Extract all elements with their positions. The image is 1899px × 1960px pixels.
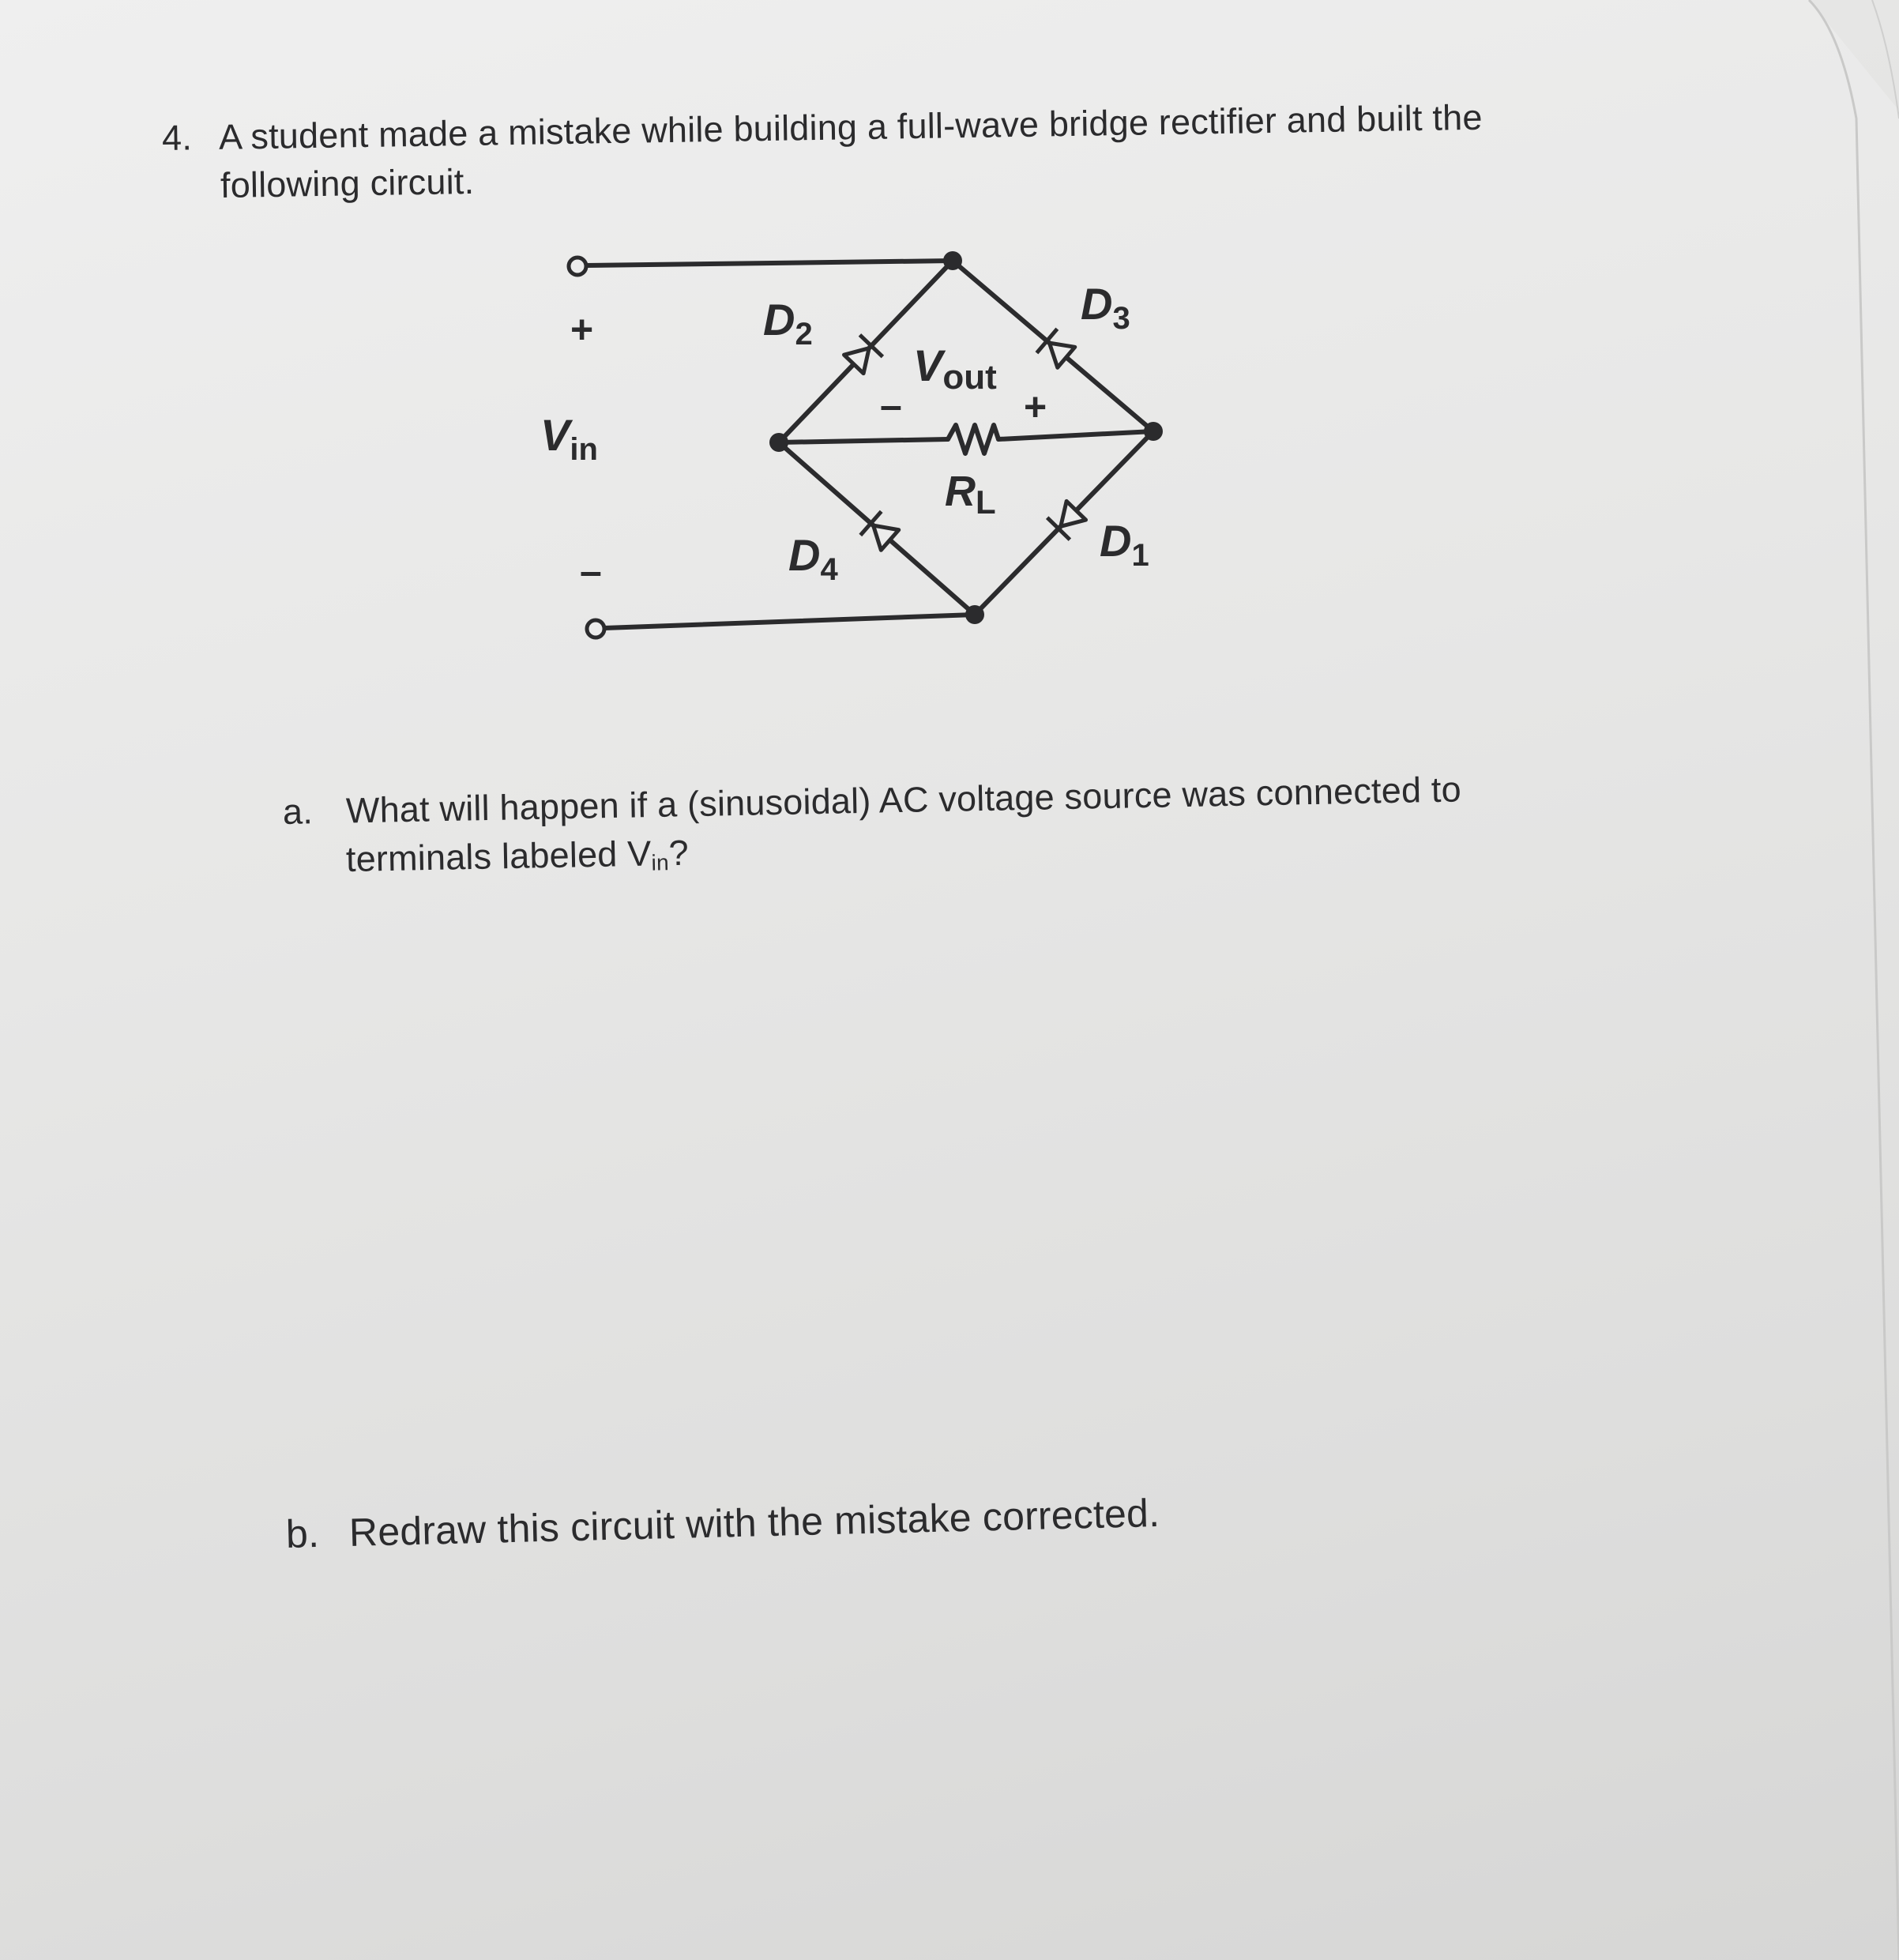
part-a-line-2 — [345, 832, 690, 880]
question-number: 4. — [161, 117, 193, 158]
node-bottom — [965, 605, 984, 624]
d1-label: $D_1$ — [1100, 516, 1149, 573]
d4-label: $D_4$ — [788, 530, 838, 587]
d3-label: $D_3$ — [1081, 279, 1130, 336]
vout-minus-sign: – — [880, 383, 902, 427]
vout-plus-sign: + — [1024, 385, 1047, 429]
vin-label: $V_{in}$ — [540, 410, 598, 467]
top-input-wire — [586, 261, 953, 265]
part-a-question-line-2: terminals labeled Vin? — [345, 832, 690, 879]
question-text-line-2: following circuit. — [220, 160, 475, 205]
question-text-line-1: A student made a mistake while building a full-wave bridge rectifier and built the — [218, 96, 1483, 157]
load-wire-right — [998, 431, 1153, 439]
d2-label: $D_2$ — [763, 295, 813, 352]
bottom-input-wire — [604, 615, 975, 628]
node-right — [1144, 422, 1163, 441]
part-b-letter: b. — [285, 1510, 320, 1556]
part-a-letter: a. — [282, 791, 314, 832]
part-a-question-line-1: What will happen if a (sinusoidal) AC voltage source was connected to — [345, 769, 1462, 831]
vin-minus-terminal — [587, 620, 604, 638]
vout-label: Vout — [913, 340, 997, 397]
load-resistor — [948, 425, 998, 453]
part-b-question: Redraw this circuit with the mistake corrected. — [348, 1490, 1160, 1556]
node-left — [769, 433, 788, 452]
vin-plus-terminal — [569, 258, 586, 275]
vin-minus-sign: – — [580, 549, 602, 593]
vin-plus-sign: + — [570, 307, 594, 352]
node-top — [943, 251, 962, 270]
load-wire-left — [779, 439, 948, 442]
rl-label: RL — [945, 468, 996, 521]
